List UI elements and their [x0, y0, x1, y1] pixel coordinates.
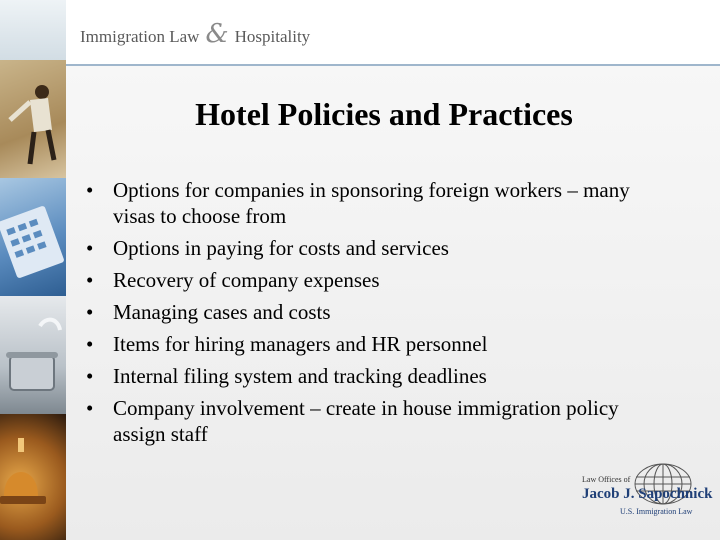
bullet-item — [86, 177, 646, 229]
bullet-item — [86, 331, 646, 357]
service-bell-photo — [0, 414, 66, 540]
slide-title: Hotel Policies and Practices — [195, 96, 573, 132]
bullet-marker: • — [86, 236, 94, 260]
service-bell-icon — [0, 414, 66, 540]
bullet-text: Managing cases and costs — [113, 300, 331, 324]
bullet-text: Options for companies in sponsoring foreign workers – many visas to choose from — [113, 178, 630, 228]
traveler-figure-icon — [0, 60, 66, 178]
calculator-icon — [0, 178, 66, 296]
bullet-item — [86, 363, 646, 389]
kitchen-photo — [0, 296, 66, 414]
bullet-marker: • — [86, 178, 94, 202]
bullet-item — [86, 235, 646, 261]
law-office-logo — [568, 462, 718, 522]
sky-photo — [0, 0, 66, 60]
logo-small-text: Law Offices of — [582, 475, 631, 484]
bullet-text: Company involvement – create in house immigration policy assign staff — [113, 396, 619, 446]
logo-sub-text: U.S. Immigration Law — [620, 507, 693, 516]
calculator-photo — [0, 178, 66, 296]
traveler-photo — [0, 60, 66, 178]
bullet-marker: • — [86, 332, 94, 356]
header-title-right: Hospitality — [234, 27, 311, 46]
header-title-left: Immigration Law — [80, 27, 200, 46]
bullet-item — [86, 267, 646, 293]
header-ampersand: & — [205, 19, 229, 49]
header-title — [80, 19, 311, 49]
bullet-marker: • — [86, 364, 94, 388]
bullet-item — [86, 395, 646, 447]
bullet-text: Options in paying for costs and services — [113, 236, 449, 260]
bullet-marker: • — [86, 396, 94, 420]
logo-name: Jacob J. Sapochnick — [582, 486, 713, 502]
bullet-item — [86, 299, 646, 325]
bullet-text: Items for hiring managers and HR personnel — [113, 332, 488, 356]
bullet-text: Recovery of company expenses — [113, 268, 380, 292]
bullet-list — [86, 177, 646, 453]
photo-strip — [0, 0, 66, 540]
header-divider — [66, 64, 720, 66]
pot-icon — [0, 296, 66, 414]
bullet-marker: • — [86, 300, 94, 324]
bullet-text: Internal filing system and tracking deadlines — [113, 364, 487, 388]
bullet-marker: • — [86, 268, 94, 292]
